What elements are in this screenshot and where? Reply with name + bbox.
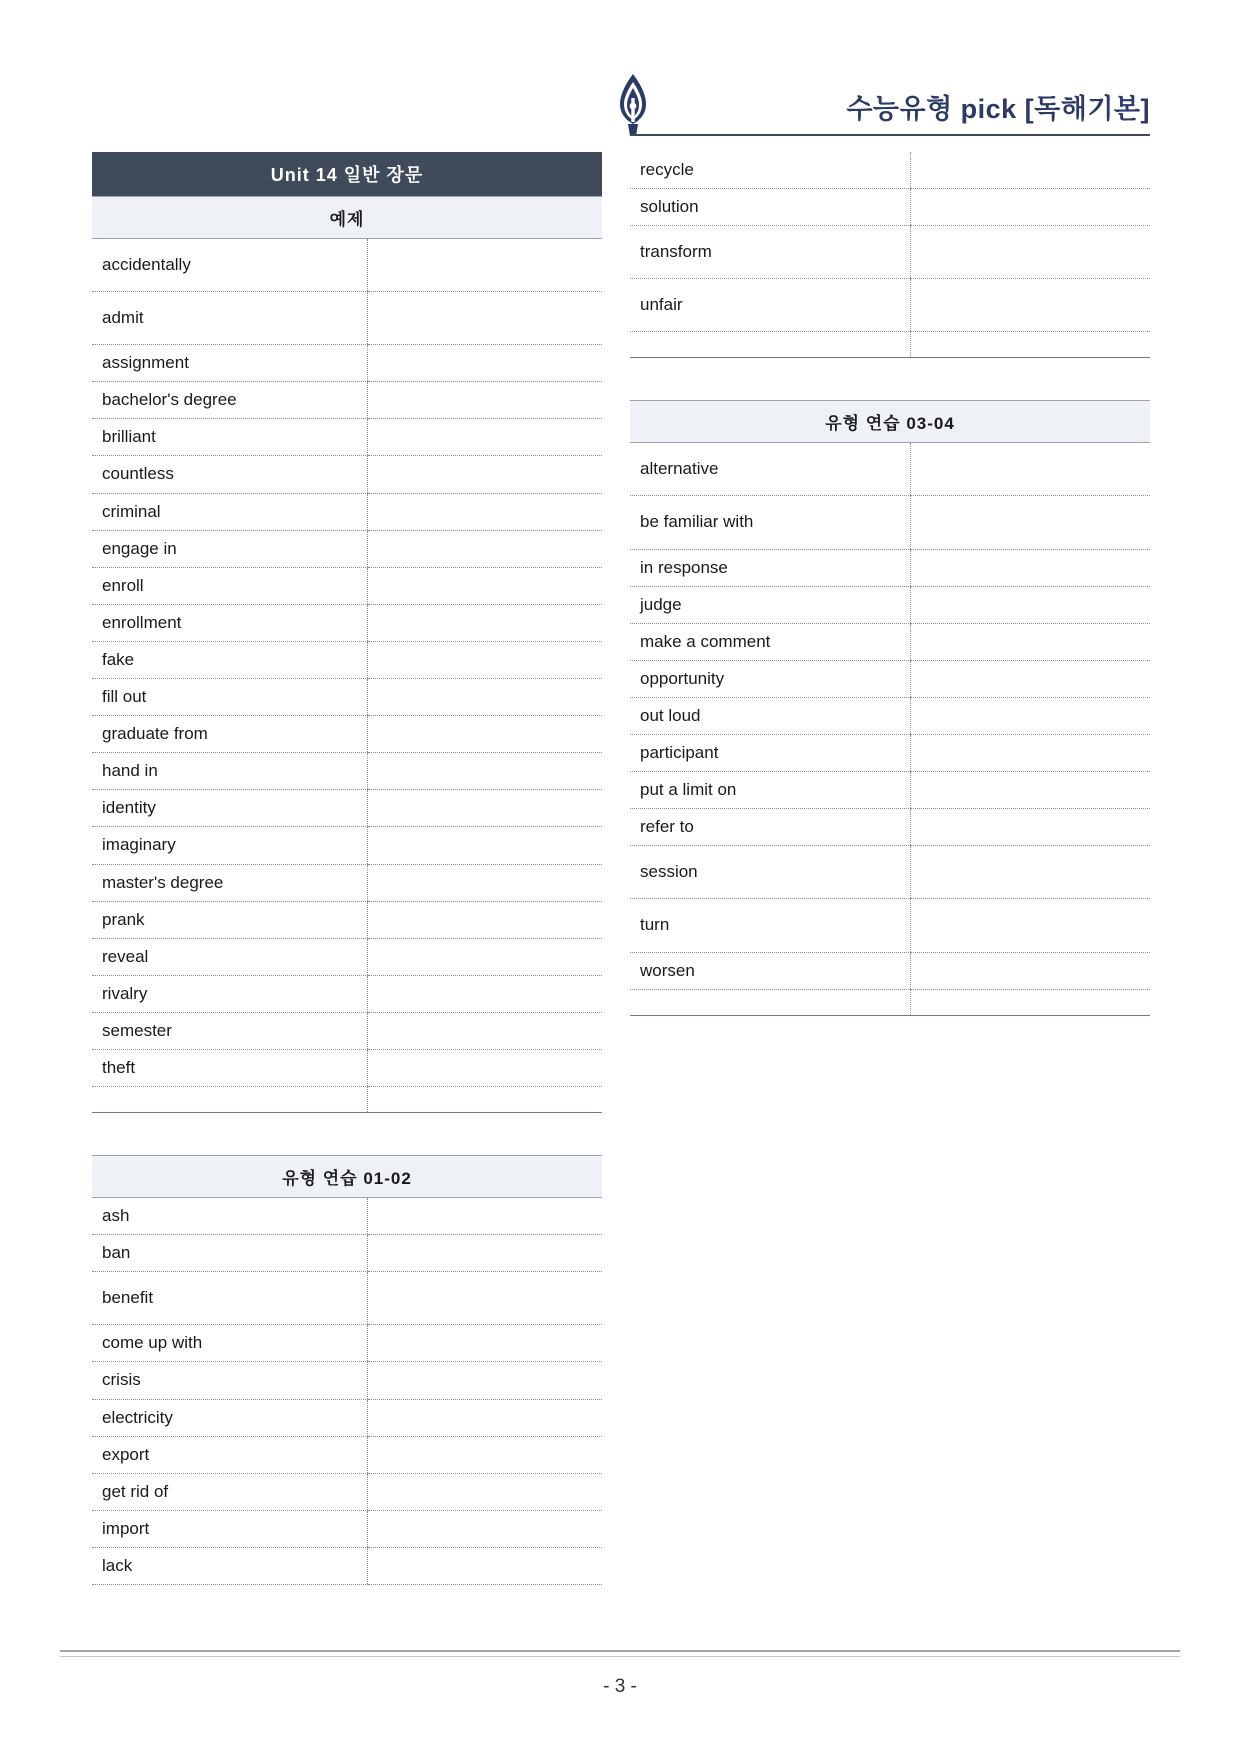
meaning-cell[interactable] (367, 1235, 602, 1272)
table-row (92, 641, 602, 678)
word-cell: engage in (92, 530, 367, 567)
word-cell: put a limit on (630, 772, 911, 809)
meaning-cell[interactable] (911, 623, 1150, 660)
word-cell: bachelor's degree (92, 382, 367, 419)
meaning-cell[interactable] (911, 279, 1150, 332)
meaning-cell[interactable] (367, 1325, 602, 1362)
meaning-cell[interactable] (367, 567, 602, 604)
word-cell: assignment (92, 345, 367, 382)
word-cell: judge (630, 586, 911, 623)
meaning-cell[interactable] (911, 846, 1150, 899)
table-row (92, 292, 602, 345)
meaning-cell[interactable] (367, 975, 602, 1012)
table-row (92, 1510, 602, 1547)
empty-word-cell (630, 332, 911, 358)
word-cell: rivalry (92, 975, 367, 1012)
word-cell: recycle (630, 152, 911, 189)
table-row (630, 623, 1150, 660)
word-cell: turn (630, 899, 911, 952)
table-row (630, 809, 1150, 846)
header-divider (630, 134, 1150, 136)
meaning-cell[interactable] (367, 1473, 602, 1510)
word-cell: hand in (92, 753, 367, 790)
word-cell: session (630, 846, 911, 899)
table-row (630, 697, 1150, 734)
word-cell: solution (630, 189, 911, 226)
table-row (630, 735, 1150, 772)
meaning-cell[interactable] (367, 604, 602, 641)
section-title-row (630, 401, 1150, 443)
table-row (92, 1272, 602, 1325)
table-row (92, 1399, 602, 1436)
meaning-cell[interactable] (911, 660, 1150, 697)
header-title: 수능유형 pick [독해기본] (846, 94, 1150, 124)
table-row (630, 152, 1150, 189)
word-cell: imaginary (92, 827, 367, 864)
table-row (92, 938, 602, 975)
meaning-cell[interactable] (367, 1049, 602, 1086)
word-cell: in response (630, 549, 911, 586)
word-cell: crisis (92, 1362, 367, 1399)
meaning-cell[interactable] (367, 1012, 602, 1049)
meaning-cell[interactable] (911, 899, 1150, 952)
table-row (630, 899, 1150, 952)
word-cell: identity (92, 790, 367, 827)
word-cell: ash (92, 1198, 367, 1235)
meaning-cell[interactable] (367, 530, 602, 567)
meaning-cell[interactable] (911, 809, 1150, 846)
meaning-cell[interactable] (911, 152, 1150, 189)
meaning-cell[interactable] (367, 1272, 602, 1325)
table-row (630, 443, 1150, 496)
table-row (92, 1325, 602, 1362)
word-cell: alternative (630, 443, 911, 496)
word-cell: ban (92, 1235, 367, 1272)
word-cell: admit (92, 292, 367, 345)
table-row (92, 493, 602, 530)
meaning-cell[interactable] (367, 716, 602, 753)
table-row (630, 772, 1150, 809)
word-cell: transform (630, 226, 911, 279)
word-cell: participant (630, 735, 911, 772)
word-cell: semester (92, 1012, 367, 1049)
table-row (92, 790, 602, 827)
meaning-cell[interactable] (911, 772, 1150, 809)
table-row (92, 1198, 602, 1235)
table-row (92, 753, 602, 790)
word-cell: lack (92, 1547, 367, 1584)
table-row (630, 279, 1150, 332)
table-row (92, 1235, 602, 1272)
word-cell: enrollment (92, 604, 367, 641)
empty-meaning-cell (367, 1087, 602, 1113)
table-row (630, 189, 1150, 226)
word-cell: import (92, 1510, 367, 1547)
word-cell: make a comment (630, 623, 911, 660)
table-row (92, 567, 602, 604)
meaning-cell[interactable] (367, 1362, 602, 1399)
table-row (92, 1436, 602, 1473)
empty-word-cell (92, 1087, 367, 1113)
empty-meaning-cell (911, 989, 1150, 1015)
meaning-cell[interactable] (911, 586, 1150, 623)
right-column (630, 152, 1150, 1016)
meaning-cell[interactable] (367, 1547, 602, 1584)
table-row (92, 827, 602, 864)
word-cell: get rid of (92, 1473, 367, 1510)
meaning-cell[interactable] (367, 679, 602, 716)
meaning-cell[interactable] (911, 952, 1150, 989)
word-cell: be familiar with (630, 496, 911, 549)
page-number: - 3 - (603, 1676, 637, 1697)
meaning-cell[interactable] (911, 549, 1150, 586)
table-row (92, 1473, 602, 1510)
meaning-cell[interactable] (367, 456, 602, 493)
word-cell: electricity (92, 1399, 367, 1436)
meaning-cell[interactable] (367, 901, 602, 938)
word-cell: criminal (92, 493, 367, 530)
meaning-cell[interactable] (367, 790, 602, 827)
meaning-cell[interactable] (911, 189, 1150, 226)
table-row (92, 345, 602, 382)
table-row (630, 226, 1150, 279)
word-cell: fake (92, 641, 367, 678)
section-gap (630, 358, 1150, 400)
meaning-cell[interactable] (367, 641, 602, 678)
meaning-cell[interactable] (367, 345, 602, 382)
section-gap (92, 1113, 602, 1155)
meaning-cell[interactable] (367, 938, 602, 975)
table-end-row (630, 989, 1150, 1015)
word-cell: come up with (92, 1325, 367, 1362)
meaning-cell[interactable] (911, 697, 1150, 734)
vocab-table-left (92, 152, 602, 1113)
meaning-cell[interactable] (367, 239, 602, 292)
word-cell: accidentally (92, 239, 367, 292)
table-row (92, 530, 602, 567)
word-cell: refer to (630, 809, 911, 846)
vocab-table-right-2 (630, 400, 1150, 1015)
table-row (92, 456, 602, 493)
word-cell: benefit (92, 1272, 367, 1325)
meaning-cell[interactable] (367, 1436, 602, 1473)
empty-word-cell (630, 989, 911, 1015)
table-row (92, 864, 602, 901)
table-row (630, 660, 1150, 697)
meaning-cell[interactable] (367, 1510, 602, 1547)
table-row (92, 716, 602, 753)
page-header (610, 72, 1150, 134)
meaning-cell[interactable] (367, 864, 602, 901)
meaning-cell[interactable] (367, 1399, 602, 1436)
section-title: 예제 (92, 197, 602, 239)
table-row (630, 496, 1150, 549)
word-cell: master's degree (92, 864, 367, 901)
unit-title: Unit 14 일반 장문 (92, 152, 602, 197)
left-column (92, 152, 602, 1585)
word-cell: brilliant (92, 419, 367, 456)
table-row (92, 604, 602, 641)
section-title: 유형 연습 03-04 (630, 401, 1150, 443)
word-cell: opportunity (630, 660, 911, 697)
footer-divider-thin (60, 1656, 1180, 1657)
word-cell: worsen (630, 952, 911, 989)
meaning-cell[interactable] (367, 493, 602, 530)
table-row (630, 846, 1150, 899)
table-row (92, 419, 602, 456)
table-row (630, 586, 1150, 623)
word-cell: countless (92, 456, 367, 493)
word-cell: fill out (92, 679, 367, 716)
section-title-row (92, 1156, 602, 1198)
meaning-cell[interactable] (911, 226, 1150, 279)
meaning-cell[interactable] (367, 292, 602, 345)
table-row (92, 239, 602, 292)
word-cell: graduate from (92, 716, 367, 753)
table-row (92, 1547, 602, 1584)
table-row (92, 1049, 602, 1086)
table-row (92, 1362, 602, 1399)
word-cell: theft (92, 1049, 367, 1086)
table-row (92, 901, 602, 938)
section-title-row (92, 197, 602, 239)
table-row (92, 679, 602, 716)
word-cell: out loud (630, 697, 911, 734)
section-title: 유형 연습 01-02 (92, 1156, 602, 1198)
vocab-table-left-2 (92, 1155, 602, 1585)
meaning-cell[interactable] (911, 496, 1150, 549)
table-row (92, 1012, 602, 1049)
table-row (92, 382, 602, 419)
vocab-table-right (630, 152, 1150, 358)
meaning-cell[interactable] (367, 753, 602, 790)
table-row (92, 975, 602, 1012)
table-end-row (92, 1087, 602, 1113)
table-end-row (630, 332, 1150, 358)
table-row (630, 952, 1150, 989)
table-row (630, 549, 1150, 586)
meaning-cell[interactable] (367, 1198, 602, 1235)
meaning-cell[interactable] (911, 735, 1150, 772)
unit-title-row (92, 152, 602, 197)
word-cell: prank (92, 901, 367, 938)
empty-meaning-cell (911, 332, 1150, 358)
word-cell: reveal (92, 938, 367, 975)
word-cell: enroll (92, 567, 367, 604)
meaning-cell[interactable] (367, 827, 602, 864)
meaning-cell[interactable] (911, 443, 1150, 496)
meaning-cell[interactable] (367, 382, 602, 419)
word-cell: unfair (630, 279, 911, 332)
footer-divider (60, 1650, 1180, 1652)
meaning-cell[interactable] (367, 419, 602, 456)
fountain-pen-icon (610, 72, 656, 138)
word-cell: export (92, 1436, 367, 1473)
